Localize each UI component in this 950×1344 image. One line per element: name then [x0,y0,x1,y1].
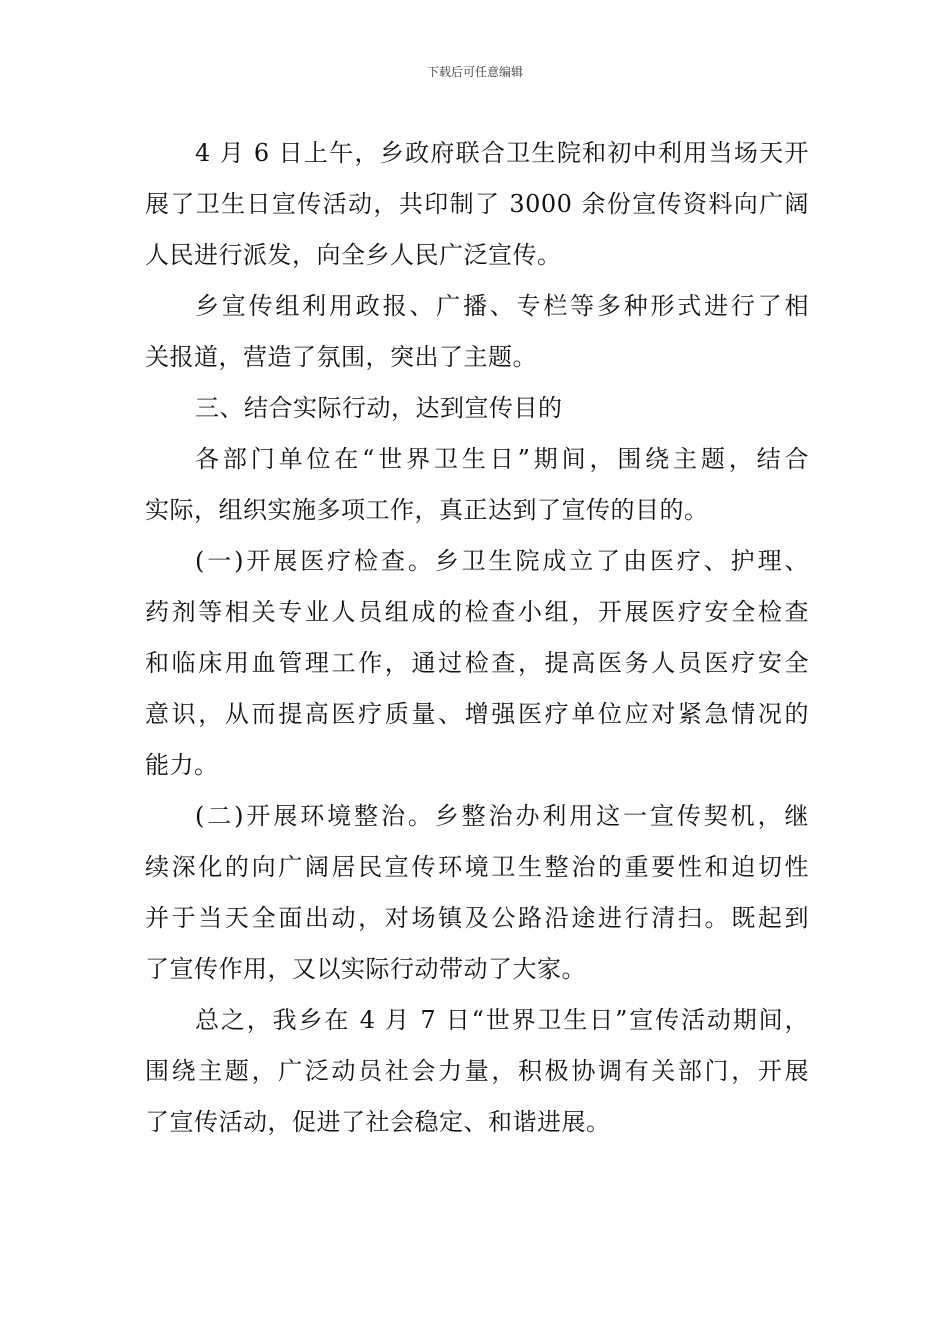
text-line: 了宣传作用，又以实际行动带动了大家。 [145,955,586,983]
text-line: (一)开展医疗检查。乡卫生院成立了由医疗、护理、 [195,547,809,575]
text-line: 和临床用血管理工作，通过检查，提高医务人员医疗安全 [145,649,809,677]
text-line: 围绕主题，广泛动员社会力量，积极协调有关部门，开展 [145,1057,809,1085]
text-line: 意识，从而提高医疗质量、增强医疗单位应对紧急情况的 [145,700,809,728]
document-body [145,128,809,1148]
text-line: 能力。 [145,751,219,779]
text-line: 并于当天全面出动，对场镇及公路沿途进行清扫。既起到 [145,904,809,932]
section-heading: 三、结合实际行动，达到宣传目的 [195,394,563,422]
text-line: 展了卫生日宣传活动，共印制了 3000 余份宣传资料向广阔 [145,190,809,218]
text-line: 乡宣传组利用政报、广播、专栏等多种形式进行了相 [195,292,809,320]
text-line: 各部门单位在“世界卫生日”期间，围绕主题，结合 [195,445,809,473]
text-line: (二)开展环境整治。乡整治办利用这一宣传契机，继 [195,802,809,830]
text-line: 续深化的向广阔居民宣传环境卫生整治的重要性和迫切性 [145,853,809,881]
page-header-note: 下载后可任意编辑 [426,65,523,79]
text-line: 药剂等相关专业人员组成的检查小组，开展医疗安全检查 [145,598,809,626]
text-line: 总之，我乡在 4 月 7 日“世界卫生日”宣传活动期间， [195,1006,809,1034]
text-line: 人民进行派发，向全乡人民广泛宣传。 [145,241,562,269]
text-line: 4 月 6 日上午，乡政府联合卫生院和初中利用当场天开 [195,139,809,167]
text-line: 了宣传活动，促进了社会稳定、和谐进展。 [145,1108,611,1136]
text-line: 关报道，营造了氛围，突出了主题。 [145,343,537,371]
text-line: 实际，组织实施多项工作，真正达到了宣传的目的。 [145,496,709,524]
